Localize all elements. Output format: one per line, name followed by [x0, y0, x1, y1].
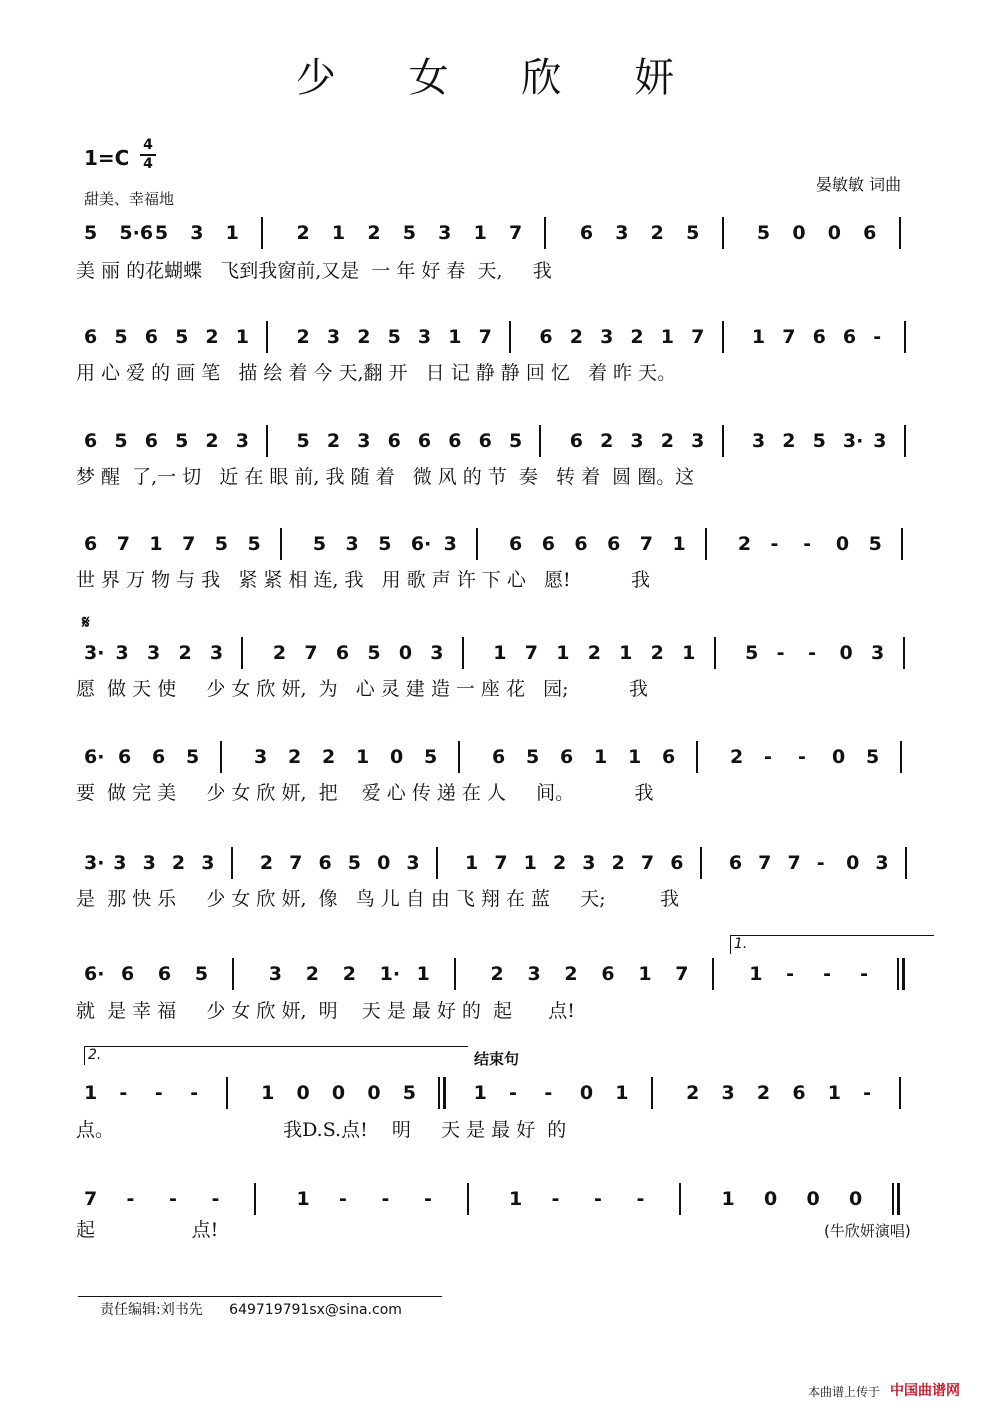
site-logo[interactable]: 中国曲谱网 — [890, 1383, 960, 1399]
barline — [544, 217, 546, 249]
note: 7 — [787, 852, 801, 874]
note: 7 — [691, 326, 705, 348]
note: 5 — [509, 430, 523, 452]
note: - — [776, 642, 785, 664]
barline-double — [443, 1077, 446, 1109]
barline — [436, 847, 438, 879]
lyric-text: 要 做 完 美 少 女 欣 妍, 把 爱 心 传 递 在 人 间。 我 — [76, 782, 654, 804]
note: 5 — [214, 533, 228, 555]
note: 1 — [523, 852, 537, 874]
song-title: 少 女 欣 妍 — [295, 55, 705, 101]
note: 5 — [526, 746, 540, 768]
note: 5 — [186, 746, 200, 768]
note: 3 — [115, 642, 129, 664]
barline-double — [902, 958, 905, 990]
note: - — [798, 746, 806, 768]
note: 2 — [178, 642, 192, 664]
lyric-text: 点。 我D.S.点! 明 天 是 最 好 的 — [76, 1119, 567, 1141]
note: 1 — [416, 963, 430, 985]
barline — [705, 528, 707, 560]
note: 5 — [114, 430, 128, 452]
note: 7 — [640, 852, 655, 874]
note: 6 — [569, 430, 583, 452]
note: 2 — [600, 430, 614, 452]
note: 1 — [509, 1188, 523, 1210]
editor-label: 责任编辑:刘书先 — [100, 1302, 203, 1318]
note: 5 — [402, 1082, 416, 1104]
note: 3 — [630, 430, 644, 452]
note: 0 — [832, 746, 846, 768]
barline — [476, 528, 478, 560]
note: 3 — [600, 326, 614, 348]
note: 5 — [296, 430, 310, 452]
note: 0 — [296, 1082, 310, 1104]
lyric-text: 世 界 万 物 与 我 紧 紧 相 连, 我 用 歌 声 许 下 心 愿! 我 — [76, 569, 650, 591]
note: 1 — [672, 533, 686, 555]
note: 2 — [357, 326, 371, 348]
volta-2-label: 2. — [88, 1047, 102, 1063]
note: 2 — [322, 746, 336, 768]
note: 1 — [827, 1082, 841, 1104]
note: 3 — [201, 852, 215, 874]
note: 1 — [296, 1188, 310, 1210]
note: 6 — [318, 852, 332, 874]
note: 3 — [268, 963, 283, 985]
note: 7 — [509, 222, 523, 244]
note: 6 — [670, 852, 684, 874]
note: - — [816, 852, 825, 874]
note: 1 — [235, 326, 250, 348]
note: 5 — [347, 852, 362, 874]
barline — [438, 1077, 440, 1109]
note: 3 — [527, 963, 541, 985]
barline — [903, 637, 905, 669]
note: 3 — [721, 1082, 735, 1104]
note: 2 — [630, 326, 644, 348]
note: - — [544, 1082, 553, 1104]
key-signature: 1=C — [84, 146, 130, 170]
note: - — [339, 1188, 347, 1210]
note: 6 — [417, 430, 432, 452]
note: 3 — [582, 852, 596, 874]
note: 3 — [406, 852, 420, 874]
barline — [651, 1077, 653, 1109]
note: 6 — [144, 430, 158, 452]
note: - — [424, 1188, 432, 1210]
note: - — [860, 963, 868, 985]
note: 3· — [84, 642, 105, 664]
notation-line-1 — [78, 222, 938, 248]
note: 1 — [751, 326, 766, 348]
note: 2 — [288, 746, 302, 768]
notation-line-8 — [78, 963, 938, 989]
note: 1 — [721, 1188, 735, 1210]
note: 5 — [868, 533, 882, 555]
note: 2 — [205, 326, 219, 348]
note: 0 — [377, 852, 391, 874]
ending-label: 结束句 — [474, 1050, 520, 1068]
note: - — [594, 1188, 602, 1210]
note: 1 — [660, 326, 675, 348]
lyric-text: 美 丽 的花蝴蝶 飞到我窗前,又是 一 年 好 春 天, 我 — [76, 260, 552, 282]
note: 7 — [494, 852, 508, 874]
note: 2 — [650, 222, 664, 244]
note: 1 — [473, 222, 487, 244]
barline — [904, 321, 906, 353]
note: - — [770, 533, 779, 555]
barline — [254, 1183, 256, 1215]
note: 6 — [863, 222, 877, 244]
note: 0 — [398, 642, 413, 664]
note: 2 — [756, 1082, 771, 1104]
note: 1 — [84, 1082, 98, 1104]
barline — [722, 425, 724, 457]
note: 1 — [556, 642, 570, 664]
note: - — [808, 642, 816, 664]
note: 2 — [296, 222, 310, 244]
note: 6 — [84, 533, 98, 555]
note: 1· — [379, 963, 401, 985]
note: 2 — [490, 963, 504, 985]
barline — [539, 425, 541, 457]
barline — [700, 847, 702, 879]
note: 1 — [619, 642, 633, 664]
note: 6 — [84, 430, 98, 452]
barline — [266, 425, 268, 457]
barline — [901, 528, 903, 560]
singer-credit: (牛欣妍演唱) — [824, 1222, 911, 1240]
note: 5 — [745, 642, 759, 664]
note: 7 — [116, 533, 130, 555]
barline — [892, 1183, 894, 1215]
note: 6 — [574, 533, 588, 555]
note: 5 — [866, 746, 880, 768]
note: 3· — [84, 852, 105, 874]
note: 1 — [149, 533, 163, 555]
volta-2 — [84, 1046, 468, 1065]
volta-1 — [730, 935, 934, 954]
note: 3 — [438, 222, 452, 244]
barline — [241, 637, 243, 669]
note: 7 — [289, 852, 303, 874]
note: 6 — [792, 1082, 806, 1104]
note: - — [636, 1188, 645, 1210]
lyric-text: 用 心 爱 的 画 笔 描 绘 着 今 天,翻 开 日 记 静 静 回 忆 着 昨 天。 — [76, 362, 677, 384]
note: - — [823, 963, 832, 985]
note: 5 — [194, 963, 209, 985]
note: 5 — [367, 642, 381, 664]
note: 7 — [84, 1188, 98, 1210]
barline — [897, 958, 899, 990]
note: 1 — [638, 963, 652, 985]
note: 3 — [209, 642, 224, 664]
notation-line-9 — [78, 1082, 938, 1108]
note: 1 — [682, 642, 696, 664]
note: 5 — [424, 746, 438, 768]
composer-credit: 晏敏敏 词曲 — [816, 175, 902, 194]
note: 5 — [84, 222, 98, 244]
note: 6 — [541, 533, 555, 555]
note: 5 — [387, 326, 401, 348]
note: 7 — [639, 533, 653, 555]
note: 6 — [144, 326, 158, 348]
lyric-text: 是 那 快 乐 少 女 欣 妍, 像 鸟 儿 自 由 飞 翔 在 蓝 天; 我 — [76, 888, 679, 910]
barline-double — [897, 1183, 900, 1215]
note: 2 — [296, 326, 310, 348]
note: 3 — [871, 642, 885, 664]
note: 5 — [175, 430, 189, 452]
note: 3 — [875, 852, 889, 874]
note: 0 — [792, 222, 806, 244]
barline — [722, 321, 724, 353]
note: 0 — [846, 852, 860, 874]
note: 0 — [331, 1082, 346, 1104]
barline — [220, 741, 222, 773]
note: 6 — [492, 746, 506, 768]
barline — [696, 741, 698, 773]
volta-1-label: 1. — [734, 936, 748, 952]
note: - — [863, 1082, 872, 1104]
barline — [722, 217, 724, 249]
note: 7 — [675, 963, 689, 985]
note: 2 — [171, 852, 186, 874]
note: 1 — [749, 963, 763, 985]
note: - — [873, 326, 882, 348]
note: 3 — [326, 326, 341, 348]
note: 6 — [607, 533, 621, 555]
note: 2 — [205, 430, 219, 452]
note: - — [126, 1188, 135, 1210]
note: 3 — [615, 222, 629, 244]
barline — [509, 321, 511, 353]
note: 6 — [728, 852, 743, 874]
note: 1 — [594, 746, 608, 768]
note: 1 — [356, 746, 370, 768]
note: - — [381, 1188, 390, 1210]
barline — [226, 1077, 228, 1109]
note: 0 — [827, 222, 841, 244]
note: 6 — [152, 746, 166, 768]
note: 2 — [737, 533, 752, 555]
note: - — [190, 1082, 199, 1104]
lyric-text: 梦 醒 了,一 切 近 在 眼 前, 我 随 着 微 风 的 节 奏 转 着 圆 圈。这 — [76, 466, 695, 488]
note: 7 — [758, 852, 772, 874]
note: 3 — [146, 642, 161, 664]
note: 2 — [782, 430, 796, 452]
note: 0 — [835, 533, 850, 555]
note: 2 — [342, 963, 356, 985]
note: 2 — [587, 642, 601, 664]
note: 3 — [113, 852, 127, 874]
note: 7 — [304, 642, 318, 664]
note: 7 — [182, 533, 196, 555]
note: 5 — [175, 326, 189, 348]
note: 6 — [842, 326, 857, 348]
note: 5 — [402, 222, 416, 244]
barline — [462, 637, 464, 669]
note: 6 — [560, 746, 574, 768]
note: 0 — [390, 746, 404, 768]
barline — [458, 741, 460, 773]
barline — [900, 741, 902, 773]
barline — [232, 958, 234, 990]
tempo-marking: 甜美、幸福地 — [84, 190, 175, 208]
note: 5·6 — [119, 222, 154, 244]
note: 7 — [478, 326, 492, 348]
note: 3 — [142, 852, 156, 874]
note: 1 — [465, 852, 479, 874]
note: 5 — [686, 222, 700, 244]
editor-credit — [78, 1296, 442, 1319]
note: 3 — [417, 326, 432, 348]
barline — [899, 1077, 901, 1109]
note: 0 — [839, 642, 853, 664]
note: 1 — [448, 326, 462, 348]
barline — [467, 1183, 469, 1215]
barline — [905, 847, 907, 879]
note: 2 — [569, 326, 583, 348]
note: 2 — [660, 430, 675, 452]
barline — [454, 958, 456, 990]
note: 2 — [259, 852, 274, 874]
note: 2 — [305, 963, 319, 985]
editor-email[interactable]: 649719791sx@sina.com — [229, 1302, 402, 1318]
note: 6· — [410, 533, 432, 555]
note: 3 — [254, 746, 268, 768]
lyric-text: 起 点! — [76, 1219, 219, 1241]
note: - — [119, 1082, 128, 1104]
note: 0 — [367, 1082, 381, 1104]
note: 6 — [387, 430, 401, 452]
note: 2 — [686, 1082, 700, 1104]
barline — [904, 425, 906, 457]
note: 2 — [367, 222, 381, 244]
note: - — [551, 1188, 560, 1210]
barline — [231, 847, 233, 879]
lyric-text: 愿 做 天 使 少 女 欣 妍, 为 心 灵 建 造 一 座 花 园; 我 — [76, 678, 648, 700]
note: 1 — [493, 642, 507, 664]
note: 1 — [225, 222, 239, 244]
time-sig-top: 4 — [143, 137, 153, 153]
footer-text: 本曲谱上传于 — [808, 1385, 881, 1399]
barline — [280, 528, 282, 560]
barline — [266, 321, 268, 353]
note: 6· — [84, 746, 105, 768]
note: 6 — [118, 746, 132, 768]
note: 6 — [448, 430, 462, 452]
note: 6 — [157, 963, 172, 985]
note: 2 — [650, 642, 664, 664]
note: 0 — [764, 1188, 778, 1210]
note: 2 — [730, 746, 744, 768]
barline — [679, 1183, 681, 1215]
note: 1 — [473, 1082, 487, 1104]
note: 2 — [564, 963, 578, 985]
note: 5 — [247, 533, 261, 555]
segno-sign: 𝄋 — [82, 612, 90, 633]
note: 5 — [812, 430, 826, 452]
note: - — [803, 533, 812, 555]
note: 7 — [524, 642, 538, 664]
note: 1 — [628, 746, 642, 768]
note: 7 — [782, 326, 796, 348]
notation-line-2 — [78, 326, 938, 352]
note: 1 — [331, 222, 346, 244]
barline — [712, 958, 714, 990]
note: 0 — [579, 1082, 594, 1104]
note: 3 — [751, 430, 766, 452]
note: 3 — [357, 430, 371, 452]
time-sig-bottom: 4 — [143, 156, 153, 172]
note: 3· — [842, 430, 864, 452]
note: 3 — [443, 533, 457, 555]
note: 5 — [756, 222, 771, 244]
lyric-text: 就 是 幸 福 少 女 欣 妍, 明 天 是 最 好 的 起 点! — [76, 1000, 575, 1022]
note: 6 — [120, 963, 135, 985]
note: 1 — [261, 1082, 275, 1104]
note: - — [211, 1188, 220, 1210]
notation-line-7 — [78, 852, 938, 878]
notation-line-3 — [78, 430, 938, 456]
note: 6 — [335, 642, 350, 664]
note: 6 — [812, 326, 826, 348]
note: 0 — [849, 1188, 863, 1210]
note: 6 — [539, 326, 553, 348]
barline — [899, 217, 901, 249]
note: 3 — [430, 642, 444, 664]
barline — [261, 217, 263, 249]
note: 2 — [552, 852, 567, 874]
note: 3 — [691, 430, 705, 452]
note: 2 — [611, 852, 625, 874]
note: - — [509, 1082, 517, 1104]
note: 6· — [84, 963, 105, 985]
note: 6 — [579, 222, 594, 244]
note: 6 — [601, 963, 615, 985]
note: 1 — [615, 1082, 629, 1104]
notation-line-5 — [78, 642, 938, 668]
note: 2 — [272, 642, 287, 664]
note: 5 — [378, 533, 392, 555]
note: 5 — [114, 326, 128, 348]
note: - — [169, 1188, 177, 1210]
note: 5 — [154, 222, 169, 244]
note: 6 — [478, 430, 492, 452]
note: 2 — [326, 430, 341, 452]
notation-line-6 — [78, 746, 938, 772]
note: 3 — [235, 430, 250, 452]
note: 0 — [806, 1188, 820, 1210]
notation-line-4 — [78, 533, 938, 559]
notation-line-10 — [78, 1188, 938, 1214]
note: 6 — [84, 326, 98, 348]
note: 3 — [873, 430, 887, 452]
note: - — [786, 963, 795, 985]
note: 3 — [345, 533, 359, 555]
note: - — [764, 746, 772, 768]
note: 5 — [312, 533, 327, 555]
time-signature — [140, 138, 156, 172]
note: 6 — [662, 746, 676, 768]
note: 6 — [509, 533, 523, 555]
barline — [714, 637, 716, 669]
note: - — [154, 1082, 163, 1104]
note: 3 — [190, 222, 204, 244]
